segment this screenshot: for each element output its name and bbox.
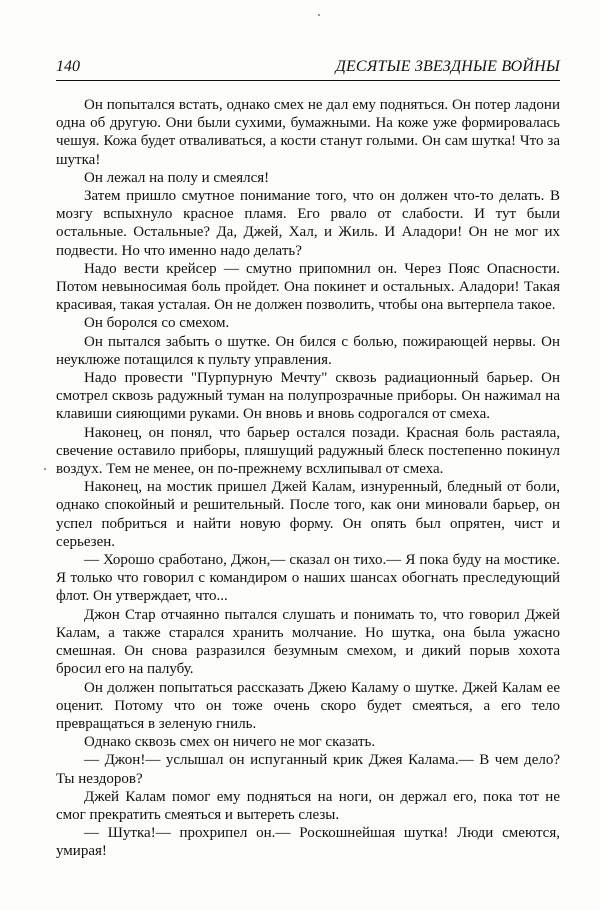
page-number: 140 <box>56 58 80 75</box>
running-title: ДЕСЯТЫЕ ЗВЕЗДНЫЕ ВОЙНЫ <box>335 58 560 75</box>
paragraph: Однако сквозь смех он ничего не мог сказать. <box>84 734 376 751</box>
page-header <box>56 58 560 81</box>
paragraph: Надо провести "Пурпурную Мечту" сквозь радиационный барьер. Он смотрел сквозь радужный туман на полупрозрачные приборы. Он нажимал на клавиши сияющими руками. Он вновь и вновь содрогался от смеха. <box>56 370 560 423</box>
paragraph: Он боролся со смехом. <box>84 315 230 332</box>
paragraph: Затем пришло смутное понимание того, что он должен что-то делать. В мозгу вспыхнуло красное пламя. Его рвало от слабости. И тут были остальные. Остальные? Да, Джей, Хал, и Жиль. И Аладори! Он не мог их подвести. Но что именно надо делать? <box>56 188 560 259</box>
paragraph: — Шутка!— прохрипел он.— Роскошнейшая шутка! Люди смеются, умирая! <box>56 825 560 860</box>
paragraph: — Джон!— услышал он испуганный крик Джея Калама.— В чем дело? Ты нездоров? <box>56 752 560 787</box>
paragraph: Он попытался встать, однако смех не дал ему подняться. Он потер ладони одна об другую. Они были сухими, бумажными. На коже уже формировалась чешуя. Кожа будет отваливаться, а кости станут голыми. Он сам шутка! Что за шутка! <box>56 97 560 168</box>
paragraph: Наконец, он понял, что барьер остался позади. Красная боль растаяла, свечение оставило приборы, пляшущий радужный блеск постепенно покинул воздух. Тем не менее, он по-прежнему всхлипывал от смеха. <box>56 424 560 478</box>
paragraph: Наконец, на мостик пришел Джей Калам, изнуренный, бледный от боли, однако спокойный и решительный. После того, как они миновали барьер, он успел побриться и найти новую форму. Он опять был опрятен, чист и серьезен. <box>56 479 560 550</box>
print-speck <box>318 14 320 16</box>
body-text <box>56 96 560 861</box>
print-speck <box>44 468 46 470</box>
paragraph: Он должен попытаться рассказать Джею Каламу о шутке. Джей Калам ее оценит. Потому что он тоже очень скоро будет смеяться, а его тело превращаться в зеленую гниль. <box>56 679 560 732</box>
paragraph: Он лежал на полу и смеялся! <box>84 169 270 186</box>
paragraph: Джей Калам помог ему подняться на ноги, он держал его, пока тот не смог прекратить смеяться и вытереть слезы. <box>56 788 560 823</box>
paragraph: Джон Стар отчаянно пытался слушать и понимать то, что говорил Джей Калам, а также старался хранить молчание. Но шутка, она была ужасно смешная. Он снова разразился безумным смехом, и дикий порыв хохота бросил его на палубу. <box>56 606 560 678</box>
paragraph: Надо вести крейсер — смутно припомнил он. Через Пояс Опасности. Потом невыносимая боль пройдет. Она покинет и остальных. Аладори! Такая красивая, такая усталая. Он не должен позволить, чтобы она вытерпела такое. <box>56 260 560 314</box>
paragraph: Он пытался забыть о шутке. Он бился с болью, пожирающей нервы. Он неуклюже потащился к пульту управления. <box>56 333 560 368</box>
paragraph: — Хорошо сработано, Джон,— сказал он тихо.— Я пока буду на мостике. Я только что говорил с командиром о наших шансах обогнать преследующий флот. Он утверждает, что... <box>56 552 560 605</box>
